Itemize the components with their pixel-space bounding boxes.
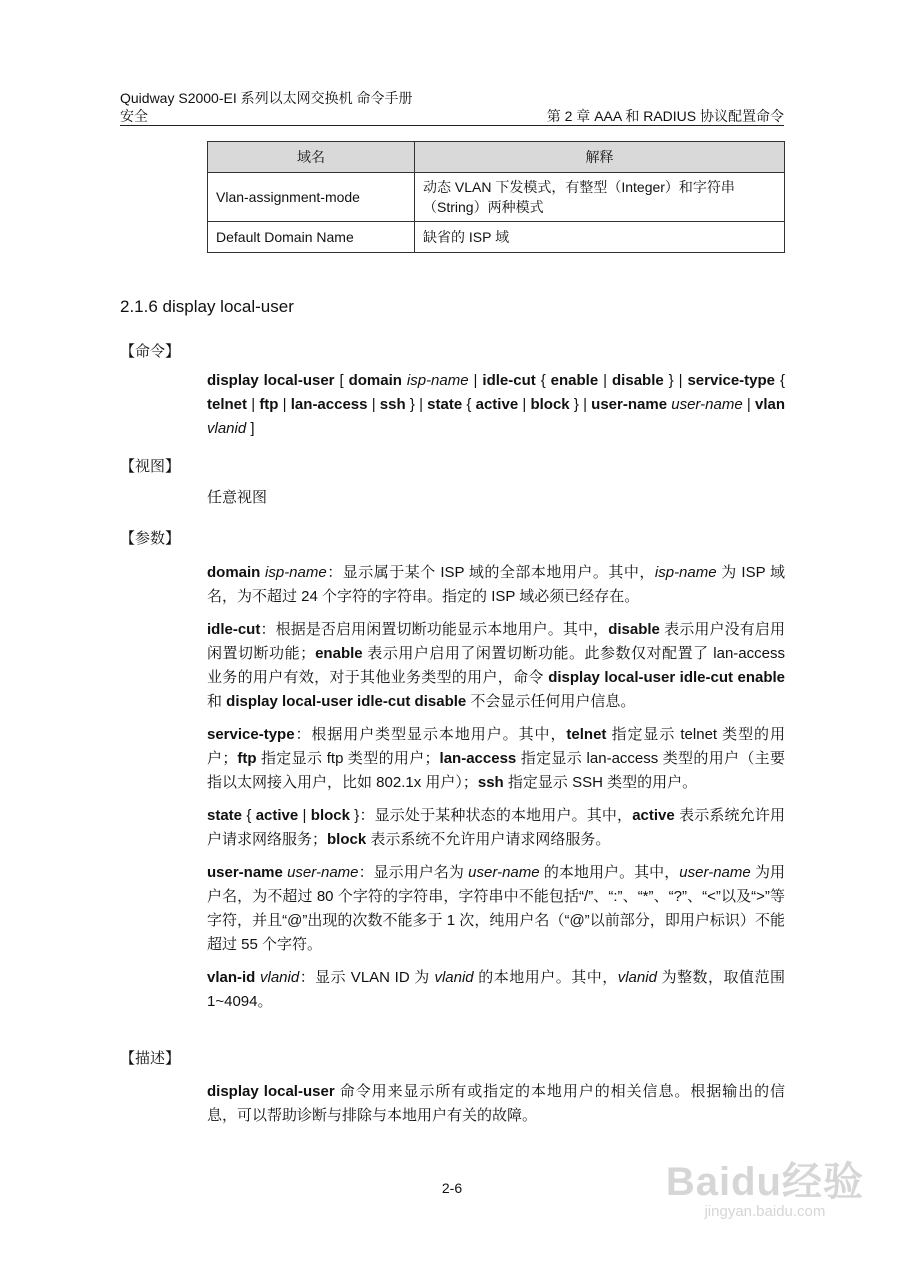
text-run: 指定显示 ftp 类型的用户；: [256, 750, 440, 767]
text-run: ：显示 VLAN ID 为: [299, 969, 435, 986]
argument: user-name: [468, 864, 540, 881]
section-title: 2.1.6 display local-user: [120, 297, 294, 316]
argument: vlanid: [207, 420, 247, 437]
keyword: active: [475, 396, 519, 413]
keyword: domain: [207, 564, 261, 581]
keyword: active: [632, 807, 675, 824]
keyword: block: [310, 807, 350, 824]
keyword: ftp: [237, 750, 257, 767]
text-run: {: [535, 372, 551, 389]
keyword: telnet: [566, 726, 607, 743]
doc-title: Quidway S2000-EI 系列以太网交换机 命令手册: [120, 90, 413, 106]
keyword: idle-cut: [207, 621, 261, 638]
keyword: vlan: [754, 396, 785, 413]
table-row: [208, 173, 785, 222]
argument: user-name: [671, 396, 743, 413]
text-run: 不会显示任何用户信息。: [466, 693, 636, 710]
text-run: |: [367, 396, 380, 413]
table-row: [208, 222, 785, 253]
text-run: |: [247, 396, 260, 413]
text-run: } |: [663, 372, 688, 389]
keyword: service-type: [687, 372, 776, 389]
text-run: ：根据用户类型显示本地用户。其中，: [294, 726, 567, 743]
header-rule: [120, 125, 784, 126]
keyword: idle-cut: [482, 372, 536, 389]
domain-table: [207, 141, 785, 253]
keyword: enable: [315, 645, 363, 662]
text-run: 表示用户没有启用闲置切断功能；: [207, 621, 785, 662]
text-run: {: [775, 372, 785, 389]
text-run: ：根据是否启用闲置切断功能显示本地用户。其中，: [260, 621, 609, 638]
description-paragraph: [207, 1080, 785, 1128]
keyword: state: [427, 396, 463, 413]
label-description: 【描述】: [120, 1050, 181, 1067]
keyword: block: [530, 396, 570, 413]
keyword: ssh: [379, 396, 406, 413]
text-run: |: [742, 396, 755, 413]
view-value: 任意视图: [207, 489, 268, 506]
keyword: ssh: [477, 774, 504, 791]
parameter-item: [207, 561, 785, 609]
table-cell: Vlan-assignment-mode: [208, 173, 415, 222]
table-header-row: [208, 142, 785, 173]
keyword: block: [327, 831, 367, 848]
keyword: lan-access: [439, 750, 517, 767]
text-run: 命令用来显示所有或指定的本地用户的相关信息。根据输出的信息，可以帮助诊断与排除与本地用户有关的故障。: [207, 1083, 786, 1124]
text-run: ：显示属于某个 ISP 域的全部本地用户。其中，: [326, 564, 655, 581]
view-text: [207, 486, 785, 519]
text-run: 为用户名，为不超过 80 个字符的字符串，字符串中不能包括“/”、“:”、“*”、“?”、“<”以及“>”等字符，并且“@”出现的次数不能多于 1 次，纯用户名（“@”以前部分，即用户标识）不能超过 55 个字符。: [207, 864, 786, 953]
text-run: 表示系统不允许用户请求网络服务。: [366, 831, 611, 848]
table-cell: 缺省的 ISP 域: [415, 222, 785, 253]
column-header: 解释: [415, 142, 785, 173]
argument: user-name: [287, 864, 359, 881]
text-run: 为 ISP 域名，为不超过 24 个字符的字符串。指定的 ISP 域必须已经存在。: [207, 564, 785, 605]
text-run: |: [278, 396, 291, 413]
text-run: 指定显示 SSH 类型的用户。: [503, 774, 698, 791]
baidu-logo: Baidu经验: [665, 1160, 864, 1204]
parameter-item: [207, 966, 785, 1014]
text-run: |: [298, 807, 311, 824]
keyword: display local-user: [207, 372, 335, 389]
keyword: display local-user idle-cut enable: [548, 669, 786, 686]
argument: vlanid: [260, 969, 300, 986]
text-run: 表示系统允许用户请求网络服务；: [207, 807, 785, 848]
text-run: |: [518, 396, 531, 413]
label-view: 【视图】: [120, 458, 181, 475]
text-run: |: [468, 372, 483, 389]
description-text: [207, 1080, 785, 1137]
keyword: telnet: [207, 396, 248, 413]
parameter-item: [207, 618, 785, 714]
column-header: 域名: [208, 142, 415, 173]
label-params: 【参数】: [120, 530, 181, 547]
keyword: display local-user: [207, 1083, 335, 1100]
keyword: lan-access: [290, 396, 368, 413]
table-cell: 动态 VLAN 下发模式，有整型（Integer）和字符串（String）两种模式: [415, 173, 785, 222]
text-run: 指定显示 lan-access 类型的用户（主要指以太网接入用户，比如 802.1x 用户）；: [207, 750, 785, 791]
argument: vlanid: [434, 969, 474, 986]
section-name: 安全: [120, 108, 148, 124]
chapter-title: 第 2 章 AAA 和 RADIUS 协议配置命令: [546, 108, 784, 124]
command-syntax: [207, 369, 785, 450]
text-run: } |: [569, 396, 592, 413]
argument: vlanid: [617, 969, 657, 986]
keyword: service-type: [207, 726, 295, 743]
text-run: {: [242, 807, 256, 824]
parameter-item: [207, 723, 785, 795]
text-run: 指定显示 telnet 类型的用户；: [207, 726, 785, 767]
text-run: 的本地用户。其中，: [539, 864, 680, 881]
keyword: disable: [612, 372, 664, 389]
argument: isp-name: [406, 372, 469, 389]
text-run: }：显示处于某种状态的本地用户。其中，: [349, 807, 633, 824]
parameter-list: [207, 561, 785, 1023]
text-run: 为整数，取值范围 1~4094。: [207, 969, 785, 1010]
keyword: vlan-id: [207, 969, 256, 986]
keyword: user-name: [207, 864, 283, 881]
text-run: {: [462, 396, 476, 413]
watermark-url: jingyan.baidu.com: [704, 1203, 826, 1220]
keyword: user-name: [591, 396, 668, 413]
parameter-item: [207, 861, 785, 957]
keyword: ftp: [259, 396, 279, 413]
keyword: domain: [348, 372, 402, 389]
keyword: state: [207, 807, 243, 824]
text-run: 的本地用户。其中，: [473, 969, 618, 986]
text-run: 和: [207, 693, 227, 710]
text-run: [: [334, 372, 349, 389]
table-cell: Default Domain Name: [208, 222, 415, 253]
keyword: display local-user idle-cut disable: [226, 693, 467, 710]
argument: isp-name: [654, 564, 717, 581]
argument: isp-name: [265, 564, 327, 581]
watermark: [666, 1150, 864, 1220]
text-run: ：显示用户名为: [358, 864, 469, 881]
label-command: 【命令】: [120, 343, 181, 360]
text-run: 表示用户启用了闲置切断功能。此参数仅对配置了 lan-access 业务的用户有效，对于其他业务类型的用户，命令: [207, 645, 785, 686]
text-run: |: [598, 372, 613, 389]
text-run: } |: [405, 396, 428, 413]
running-header: [120, 106, 784, 126]
page-number: 2-6: [441, 1180, 463, 1196]
keyword: enable: [550, 372, 599, 389]
keyword: active: [255, 807, 299, 824]
parameter-item: [207, 804, 785, 852]
text-run: ]: [246, 420, 255, 437]
keyword: disable: [608, 621, 660, 638]
argument: user-name: [679, 864, 751, 881]
